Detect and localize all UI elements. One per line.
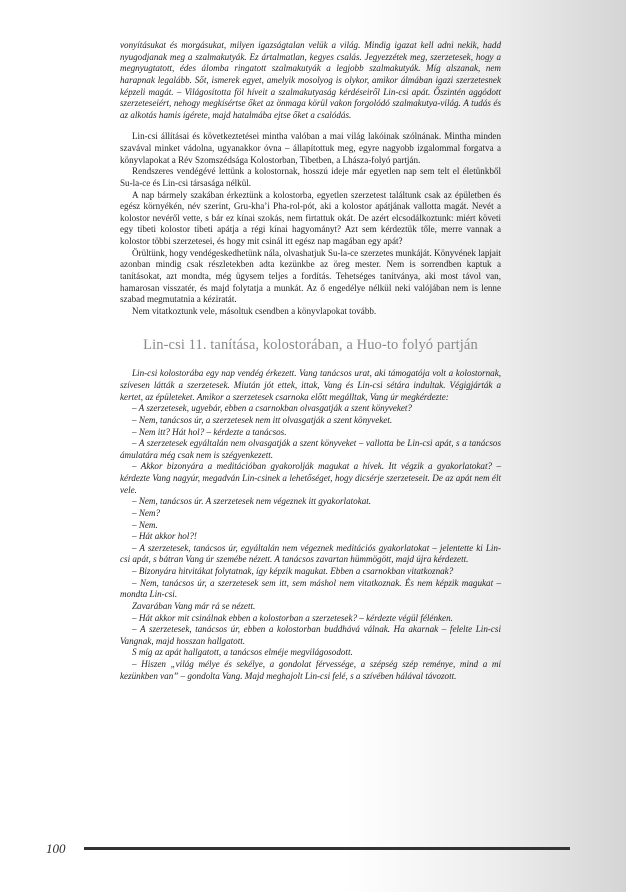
page-content xyxy=(120,40,501,682)
dialogue-line: Zavarában Vang már rá se nézett. xyxy=(132,600,256,611)
dialogue-line: – Nem itt? Hát hol? – kérdezte a tanácsos. xyxy=(132,426,287,437)
page-number: 100 xyxy=(46,841,66,856)
dialogue-line: – Akkor bizonyára a meditációban gyakorolják magukat a hívek. Itt végzik a gyakorlatokat? – kérdezte Vang nagyúr, megadván Lin-csinek a lehetőséget, hogy dicsérje szerzeteseit. De az apát nem élt vele. xyxy=(120,461,501,495)
dialogue-line: – Nem? xyxy=(132,507,161,518)
dialogue-line: – Nem, tanácsos úr, a szerzetesek nem itt olvasgatják a szent könyveket. xyxy=(132,414,393,425)
dialogue-line: – Bizonyára hitvitákat folytatnak, így képzik magukat. Ebben a csarnokban vitatkoznak? xyxy=(132,566,454,576)
dialogue-section xyxy=(120,368,501,682)
narrative-paragraph: A nap bármely szakában érkeztünk a kolostorba, egyetlen szerzetest találtunk csak az épületben és egész környékén, név szerint, Gru-kha’i Pha-rol-pót, aki a kolostor apátjának vallotta magát. Nevét a kolostor nevéről vette, s bár ez kínai szokás, nem firtattuk okát. De azért elcsodálkoztunk: miért követi egy tibeti kolostor tibeti apátja a régi kínai hagyományt? Azt sem kérdeztük tőle, merre vannak a kolostor többi szerzetesei, és hogy mit csinál itt egész nap magában egy apát? xyxy=(120,189,501,246)
dialogue-line: – Hát akkor hol?! xyxy=(132,531,197,542)
footer-rule xyxy=(84,847,570,850)
intro-paragraph: vonyításukat és morgásukat, milyen igazságtalan velük a világ. Mindig igazat kell adni nekik, hadd nyugodjanak meg a szalmakutyák. Ez ártalmatlan, kegyes csalás. Jegyezzétek meg, szerzetesek, hogy a megnyugtatott, édes álomba ringatott szalmakutyák a legjobb szalmakutyák. Míg alszanak, nem harapnak legalább. Sőt, ismerek egyet, amelyik mosolyog is olykor, amikor álmában igazi szerzetesnek képzeli magát. – Világosította föl híveit a szalmakutyaság kérdéseiről Lin-csi apát. Őszintén aggódott szerzeteseiért, nehogy megkísértse őket az önmaga körül vakon forgolódó szalmakutya-világ. A tudás és az alkotás hamis ígérete, majd hatalmába ejtse őket a csalódás. xyxy=(120,40,501,120)
dialogue-line: – A szerzetesek, tanácsos úr, egyáltalán nem végeznek meditációs gyakorlatokat – jelentette ki Lin-csi apát, s bátran Vang úr szemébe nézett. A tanácsos zavartan hümmögött, majd újra kérdezett. xyxy=(120,542,501,565)
section-title: Lin-csi 11. tanítása, kolostorában, a Huo-to folyó partján xyxy=(143,337,478,354)
dialogue-line: – Nem, tanácsos úr. A szerzetesek nem végeznek itt gyakorlatokat. xyxy=(132,496,372,507)
narrative-paragraph: Rendszeres vendégévé lettünk a kolostornak, hosszú ideje már egyetlen nap sem telt el életünkből Su-la-ce és Lin-csi társasága nélkül. xyxy=(120,166,501,188)
narrative-paragraph: Örültünk, hogy vendégeskedhetünk nála, olvashatjuk Su-la-ce szerzetes munkáját. Könyvének lapjait azonban mindig csak részletekben adta kezünkbe az öreg mester. Nem is sorrendben kaptuk a tanításokat, azt mondta, még ügysem teljes a fordítás. Tehetséges tanítványa, aki most távol van, hamarosan visszatér, és majd folytatja a munkát. Az ő engedélye nélkül neki valójában nem is lenne szabad megmutatnia a kéziratát. xyxy=(120,247,501,305)
dialogue-line: – Nem. xyxy=(132,519,158,530)
page-footer xyxy=(46,838,572,858)
dialogue-line: – Hiszen „világ mélye és sekélye, a gondolat férvessége, a szépség szép reménye, mind a mi kezünkben van” – gondolta Vang. Majd meghajolt Lin-csi felé, s a szívében hálával távozott. xyxy=(120,659,501,681)
narrative-paragraph: Lin-csi állításai és következtetései mintha valóban a mai világ lakóinak szólnának. Mintha minden szavával minket vádolna, ugyanakkor óvna – állapítottuk meg, egyre nagyobb izgalommal forgatva a könyvlapokat a Rév Szomszédsága Kolostorban, Tibetben, a Lhásza-folyó partján. xyxy=(120,131,501,165)
dialogue-line: S míg az apát hallgatott, a tanácsos elméje megvilágosodott. xyxy=(132,647,353,658)
dialogue-line: – Hát akkor mit csinálnak ebben a kolostorban a szerzetesek? – kérdezte végül félénken. xyxy=(132,612,453,623)
dialogue-line: – A szerzetesek, ugyebár, ebben a csarnokban olvasgatják a szent könyveket? xyxy=(132,403,412,414)
dialogue-line: – Nem, tanácsos úr, a szerzetesek sem itt, sem máshol nem vitatkoznak. És nem képzik magukat – mondta Lin-csi. xyxy=(120,577,501,600)
dialogue-line: – A szerzetesek, tanácsos úr, ebben a kolostorban buddhává válnak. Ha akarnak – felelte Lin-csi Vangnak, majd hosszan hallgatott. xyxy=(120,624,501,646)
dialogue-line: – A szerzetesek egyáltalán nem olvasgatják a szent könyveket – vallotta be Lin-csi apát, s a tanácsos ámulatára még csak nem is szégyenkezett. xyxy=(120,438,501,460)
narrative-section xyxy=(120,131,501,317)
narrative-paragraph: Nem vitatkoztunk vele, másoltuk csendben a könyvlapokat tovább. xyxy=(132,305,377,316)
dialogue-line: Lin-csi kolostorába egy nap vendég érkezett. Vang tanácsos urat, aki támogatója volt a kolostornak, szívesen látták a szerzetesek. Miután jót ettek, ittak, Vang és Lin-csi sétára indultak. Végigjárták a kertet, az épületeket. Amikor a szerzetesek csarnoka előtt megálltak, Vang úr megkérdezte: xyxy=(120,368,501,402)
